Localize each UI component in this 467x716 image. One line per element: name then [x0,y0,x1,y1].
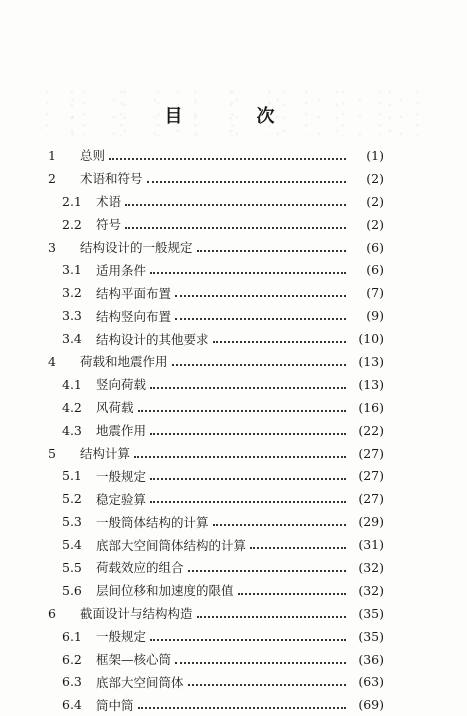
toc-entry-number: 5.5 [62,559,82,575]
dot-leader [138,706,346,709]
toc-entry-title: 竖向荷载 [96,377,147,393]
toc-entry-title: 截面设计与结构构造 [80,606,193,622]
toc-entry-title: 结构设计的一般规定 [80,240,193,255]
dot-leader [188,569,346,572]
toc-entry-number: 6.1 [62,628,82,644]
dot-leader [197,249,346,252]
toc-entry-page: (10) [358,331,384,347]
toc-entry-page: (35) [358,605,384,621]
toc-entry-title: 术语和符号 [80,171,143,187]
toc-entry-number: 3 [48,239,56,255]
toc-entry-number: 5.6 [62,582,82,598]
dot-leader [150,271,346,274]
toc-entry-title: 荷载和地震作用 [80,354,168,370]
dot-leader [150,477,346,480]
toc-entry [48,648,384,671]
toc-entry-title: 稳定验算 [96,491,147,507]
toc-entry-number: 3.2 [62,285,82,301]
toc-entry-title: 符号 [96,217,122,233]
toc-entry-page: (31) [358,537,384,553]
toc-entry [48,304,384,327]
toc-entry [48,373,384,396]
toc-entry-number: 3.4 [62,331,82,347]
dot-leader [197,615,346,618]
toc-entry-title: 筒中筒 [96,697,134,713]
toc-entry-number: 5 [48,445,56,461]
toc-entry-page: (16) [358,399,384,415]
toc-entry [48,579,384,602]
toc-entry [48,236,384,259]
toc-entry [48,693,384,716]
dot-leader [175,661,346,664]
dot-leader [175,317,346,320]
toc-entry-page: (35) [358,628,384,644]
toc-entry-title: 一般筒体结构的计算 [96,514,209,530]
toc-entry-number: 2 [48,170,56,186]
dot-leader [138,409,346,412]
toc-entry-number: 5.4 [62,537,82,553]
toc-entry-page: (6) [366,239,384,255]
toc-entry-number: 4 [48,353,56,369]
toc-entry [48,670,384,693]
dot-leader [150,432,346,435]
toc-entry-number: 3.1 [62,262,82,278]
toc-entry-title: 荷载效应的组合 [96,560,184,576]
toc-entry-title: 一般规定 [96,468,147,484]
toc-entry-number: 6.4 [62,697,82,713]
toc-entry-page: (1) [366,147,384,163]
toc-entry [48,213,384,236]
toc-entry [48,167,384,190]
toc-entry-title: 结构竖向布置 [96,308,172,324]
toc-entry [48,602,384,625]
toc-entry-page: (69) [358,697,384,713]
toc-entry [48,258,384,281]
toc-entry-title: 风荷载 [96,400,134,416]
dot-leader [109,157,346,160]
toc-entry-title: 结构平面布置 [96,285,172,301]
dot-leader [125,203,346,206]
toc-entry-page: (2) [366,170,384,186]
toc-entry-title: 结构计算 [80,446,131,462]
toc-entry-page: (36) [358,651,384,667]
toc-entry-title: 术语 [96,194,122,210]
toc-entry-number: 1 [48,147,56,163]
toc-entry [48,510,384,533]
toc-entry-page: (13) [358,376,384,392]
toc-entry-page: (9) [366,308,384,324]
toc-entry [48,281,384,304]
toc-entry-page: (27) [358,468,384,484]
toc-entry-page: (63) [358,674,384,690]
toc-entry [48,190,384,213]
toc-entry-page: (2) [366,216,384,232]
toc-entry-number: 4.3 [62,422,82,438]
toc-entry-title: 一般规定 [96,629,147,645]
dot-leader [213,340,346,343]
toc-entry [48,350,384,373]
toc-entry-number: 3.3 [62,308,82,324]
toc-entry [48,464,384,487]
toc-entry-page: (27) [358,445,384,461]
dot-leader [250,546,346,549]
toc-entry-number: 5.3 [62,514,82,530]
toc-entry [48,487,384,510]
toc-entry-page: (2) [366,193,384,209]
toc-entry-number: 4.1 [62,376,82,392]
dot-leader [213,523,346,526]
dot-leader [125,226,346,229]
dot-leader [147,180,346,183]
toc-entry-number: 6.2 [62,651,82,667]
toc-entry-title: 结构设计的其他要求 [96,331,209,347]
toc-entry-title: 适用条件 [96,262,147,278]
toc-entry [48,419,384,442]
toc-entry-page: (29) [358,514,384,530]
toc-entry-page: (7) [366,285,384,301]
toc-entry-title: 地震作用 [96,423,147,439]
toc-entry-page: (27) [358,491,384,507]
toc-entry-number: 6.3 [62,674,82,690]
toc-entry [48,556,384,579]
toc-entry-number: 5.2 [62,491,82,507]
dot-leader [238,592,346,595]
toc-entry-page: (22) [358,422,384,438]
toc-entry [48,442,384,465]
dot-leader [150,500,346,503]
toc-entry-title: 底部大空间筒体 [96,674,184,690]
toc-entry-page: (32) [358,582,384,598]
toc-entry-title: 总则 [80,148,106,164]
dot-leader [172,363,346,366]
toc-entry-title: 底部大空间筒体结构的计算 [96,537,247,553]
toc-entry-title: 层间位移和加速度的限值 [96,583,234,599]
dot-leader [134,455,346,458]
dot-leader [150,638,346,641]
dot-leader [175,294,346,297]
toc-entry-number: 6 [48,605,56,621]
toc-list [48,144,384,716]
toc-entry-page: (6) [366,262,384,278]
dot-leader [150,386,346,389]
toc-entry-number: 5.1 [62,468,82,484]
toc-entry [48,144,384,167]
toc-entry-page: (32) [358,559,384,575]
toc-entry [48,533,384,556]
toc-title: 目 次 [164,106,303,127]
toc-entry-number: 4.2 [62,399,82,415]
toc-entry [48,327,384,350]
toc-entry-number: 2.2 [62,216,82,232]
toc-entry-page: (13) [358,353,384,369]
dot-leader [188,683,346,686]
toc-entry-number: 2.1 [62,193,82,209]
toc-entry [48,625,384,648]
toc-entry-title: 框架—核心筒 [96,652,172,668]
toc-entry [48,396,384,419]
